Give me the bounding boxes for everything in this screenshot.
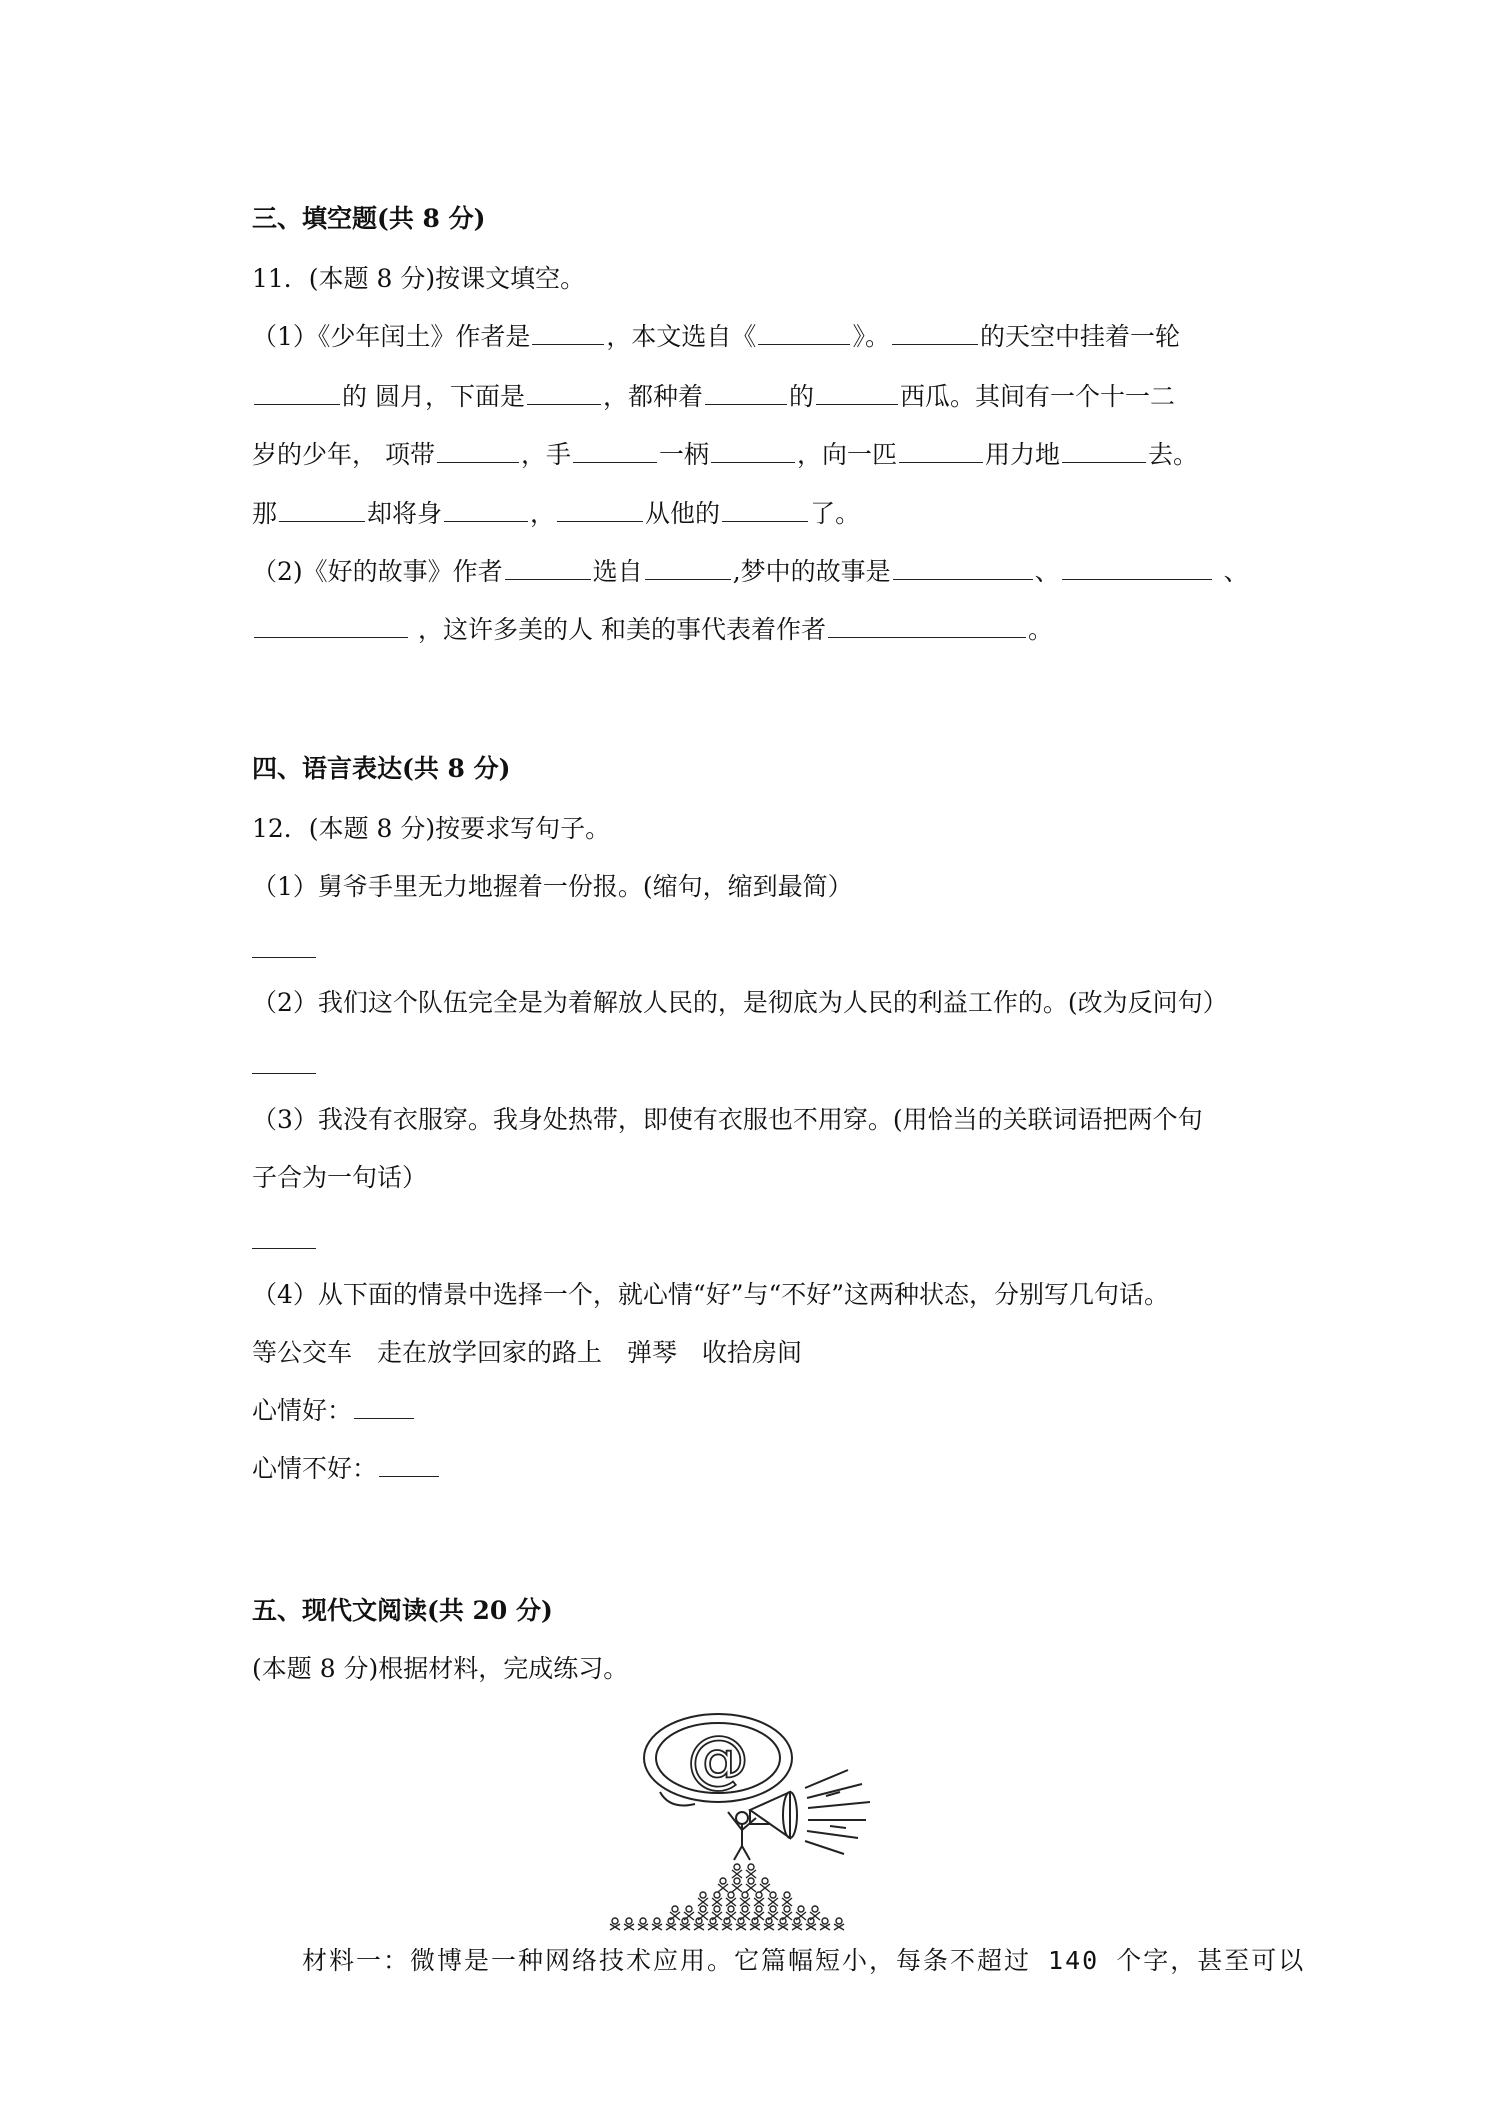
blank xyxy=(444,497,528,522)
blank xyxy=(527,380,601,405)
section-4-title: 四、语言表达(共 8 分) xyxy=(252,754,511,783)
q11-line-1: （1）《少年闰土》作者是 ，本文选自《 》。 的天空中挂着一轮 xyxy=(252,322,1180,351)
q11-line-3: 岁的少年， 项带 ，手 一柄 ，向一匹 用力地 去。 xyxy=(252,440,1199,469)
blank xyxy=(892,320,978,345)
blank xyxy=(557,497,643,522)
figure-holding-megaphone xyxy=(728,1812,756,1860)
megaphone-icon xyxy=(750,1770,870,1854)
q11-line-5: （2)《好的故事》作者 选自 ,梦中的故事是 、 、 xyxy=(252,557,1249,586)
blank xyxy=(899,438,983,463)
section-5-title: 五、现代文阅读(共 20 分) xyxy=(252,1596,553,1625)
q12-sentence-3a: （3）我没有衣服穿。我身处热带，即使有衣服也不用穿。(用恰当的关联词语把两个句 xyxy=(252,1105,1203,1134)
q11-line-6: ，这许多美的人 和美的事代表着作者 。 xyxy=(252,613,1053,647)
blank xyxy=(711,438,795,463)
mood-bad-row: 心情不好： xyxy=(252,1452,441,1486)
q12-sentence-1: （1）舅爷手里无力地握着一份报。(缩句，缩到最简） xyxy=(252,872,853,901)
blank xyxy=(379,1452,439,1477)
question-12-head: 12．(本题 8 分)按要求写句子。 xyxy=(252,814,611,843)
q12-sentence-3b: 子合为一句话） xyxy=(252,1163,428,1192)
q12-sentence-2: （2）我们这个队伍完全是为着解放人民的，是彻底为人民的利益工作的。(改为反问句） xyxy=(252,988,1228,1017)
blank xyxy=(354,1394,414,1419)
blank xyxy=(828,613,1026,638)
blank xyxy=(254,380,340,405)
blank xyxy=(573,438,657,463)
human-pyramid xyxy=(610,1864,844,1930)
blank xyxy=(722,497,808,522)
blank xyxy=(1062,438,1146,463)
blank xyxy=(437,438,519,463)
section-3-title: 三、填空题(共 8 分) xyxy=(252,204,486,233)
q11-line-4: 那 却将身 ， 从他的 了。 xyxy=(252,499,861,528)
blank xyxy=(254,613,408,638)
weibo-illustration xyxy=(600,1700,900,1932)
blank xyxy=(532,320,604,345)
blank xyxy=(1062,555,1212,580)
at-sign-icon xyxy=(644,1714,792,1806)
mood-good-row: 心情好： xyxy=(252,1394,416,1428)
blank xyxy=(705,380,787,405)
q12-sentence-4: （4）从下面的情景中选择一个，就心情“好”与“不好”这两种状态，分别写几句话。 xyxy=(252,1280,1170,1309)
blank xyxy=(645,555,731,580)
blank xyxy=(758,320,850,345)
reading-intro: (本题 8 分)根据材料，完成练习。 xyxy=(252,1654,629,1683)
scene-options: 等公交车 走在放学回家的路上 弹琴 收拾房间 xyxy=(252,1338,803,1367)
blank xyxy=(505,555,591,580)
svg-text:@: @ xyxy=(687,1722,749,1795)
blank xyxy=(816,380,898,405)
blank xyxy=(893,555,1033,580)
q11-line-2: 的 圆月，下面是 ，都种着 的 西瓜。其间有一个十一二 xyxy=(252,380,1175,414)
answer-line-3 xyxy=(252,1248,316,1249)
answer-line-2 xyxy=(252,1073,316,1074)
question-11-head: 11．(本题 8 分)按课文填空。 xyxy=(252,264,586,293)
blank xyxy=(279,497,365,522)
answer-line-1 xyxy=(252,957,316,958)
material-1-text: 材料一：微博是一种网络技术应用。它篇幅短小，每条不超过 140 个字，甚至可以 xyxy=(302,1946,1306,1975)
